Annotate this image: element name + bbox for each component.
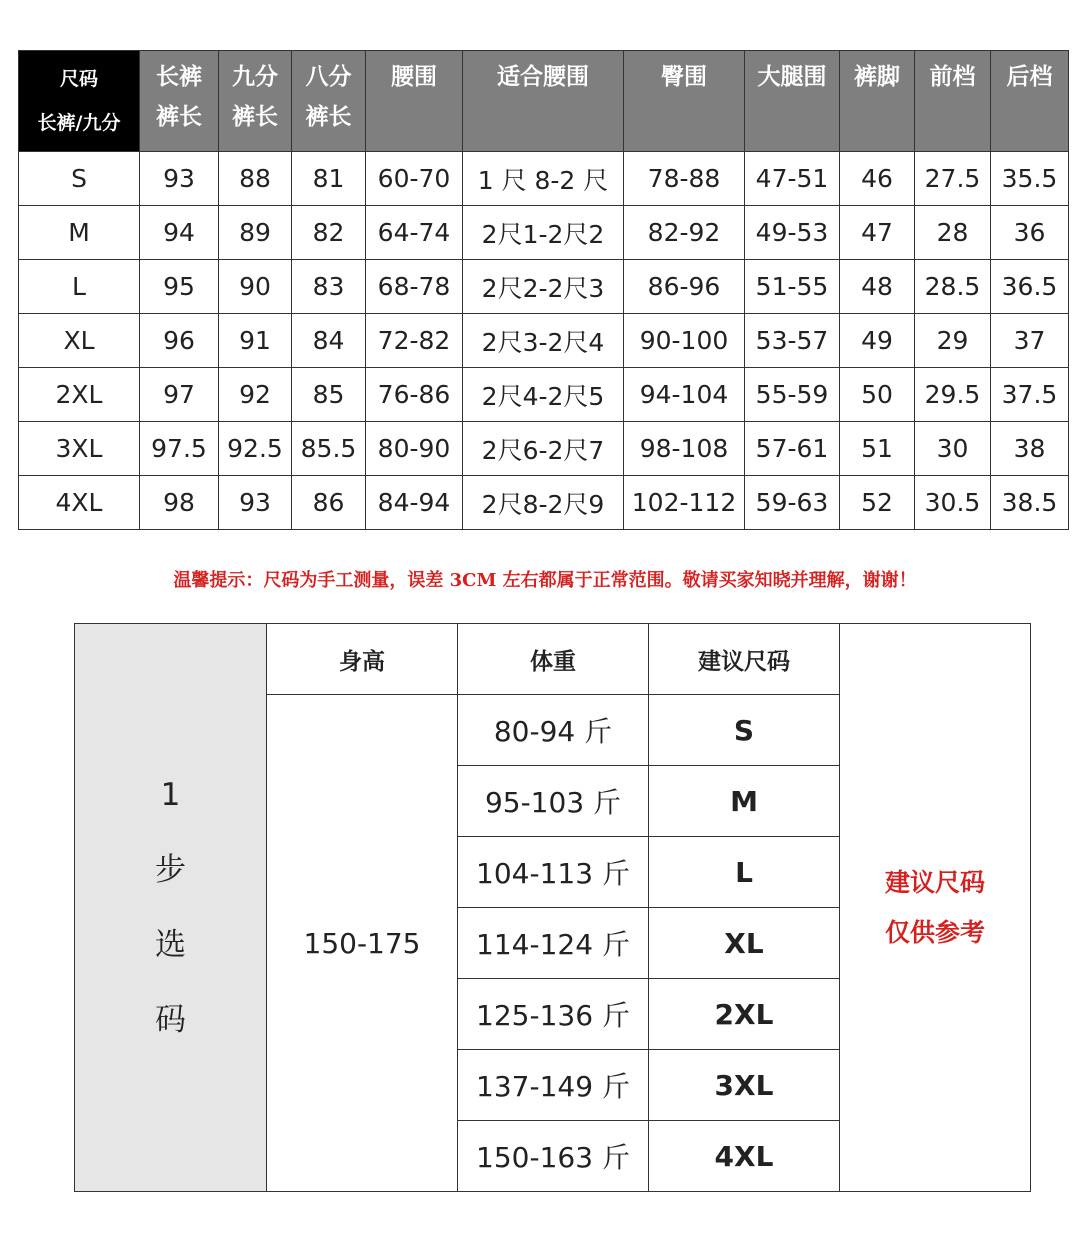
size-value-cell: 64-74 <box>366 206 463 260</box>
size-value-cell: 98-108 <box>624 422 745 476</box>
size-value-cell: 83 <box>292 260 366 314</box>
step-label: 1 步 选 码 <box>75 624 267 1192</box>
size-value-cell: 60-70 <box>366 152 463 206</box>
size-value-cell: 52 <box>840 476 915 530</box>
weight-range-cell: 125-136 斤 <box>458 979 649 1050</box>
size-row <box>19 260 1069 314</box>
size-label-cell: M <box>19 206 140 260</box>
suggested-size-cell: S <box>649 695 840 766</box>
size-value-cell: 2尺6-2尺7 <box>463 422 624 476</box>
size-value-cell: 97.5 <box>140 422 219 476</box>
size-chart-table <box>18 50 1069 530</box>
size-value-cell: 91 <box>219 314 292 368</box>
weight-range-cell: 150-163 斤 <box>458 1121 649 1192</box>
size-value-cell: 78-88 <box>624 152 745 206</box>
size-label-cell: L <box>19 260 140 314</box>
size-value-cell: 94-104 <box>624 368 745 422</box>
height-range-cell: 150-175 <box>267 695 458 1192</box>
size-value-cell: 81 <box>292 152 366 206</box>
size-value-cell: 84 <box>292 314 366 368</box>
size-value-cell: 94 <box>140 206 219 260</box>
size-row <box>19 152 1069 206</box>
size-value-cell: 51 <box>840 422 915 476</box>
size-value-cell: 95 <box>140 260 219 314</box>
header-waist: 腰围 <box>366 51 463 152</box>
size-value-cell: 92.5 <box>219 422 292 476</box>
size-value-cell: 72-82 <box>366 314 463 368</box>
size-value-cell: 2尺2-2尺3 <box>463 260 624 314</box>
size-value-cell: 88 <box>219 152 292 206</box>
size-value-cell: 29 <box>915 314 991 368</box>
size-value-cell: 86 <box>292 476 366 530</box>
size-value-cell: 38 <box>991 422 1069 476</box>
size-value-cell: 36.5 <box>991 260 1069 314</box>
size-value-cell: 2尺8-2尺9 <box>463 476 624 530</box>
size-value-cell: 53-57 <box>745 314 840 368</box>
header-front-rise: 前档 <box>915 51 991 152</box>
header-back-rise: 后档 <box>991 51 1069 152</box>
size-value-cell: 48 <box>840 260 915 314</box>
size-label-cell: 4XL <box>19 476 140 530</box>
size-value-cell: 38.5 <box>991 476 1069 530</box>
size-value-cell: 57-61 <box>745 422 840 476</box>
measurement-notice: 温馨提示：尺码为手工测量，误差 3CM 左右都属于正常范围。敬请买家知晓并理解，谢谢！ <box>173 570 917 591</box>
recommendation-header-row <box>75 624 1031 695</box>
size-row <box>19 368 1069 422</box>
size-value-cell: 51-55 <box>745 260 840 314</box>
size-value-cell: 30 <box>915 422 991 476</box>
size-value-cell: 93 <box>140 152 219 206</box>
size-value-cell: 28 <box>915 206 991 260</box>
size-value-cell: 37 <box>991 314 1069 368</box>
header-leg-opening: 裤脚 <box>840 51 915 152</box>
size-value-cell: 68-78 <box>366 260 463 314</box>
size-value-cell: 85 <box>292 368 366 422</box>
header-eight-tenths-length: 八分 裤长 <box>292 51 366 152</box>
size-value-cell: 1 尺 8-2 尺 <box>463 152 624 206</box>
size-label-cell: S <box>19 152 140 206</box>
header-nine-tenths-length: 九分 裤长 <box>219 51 292 152</box>
size-label-cell: 3XL <box>19 422 140 476</box>
size-value-cell: 82-92 <box>624 206 745 260</box>
size-label-cell: XL <box>19 314 140 368</box>
size-value-cell: 84-94 <box>366 476 463 530</box>
size-value-cell: 96 <box>140 314 219 368</box>
size-value-cell: 47-51 <box>745 152 840 206</box>
suggested-size-cell: XL <box>649 908 840 979</box>
size-value-cell: 59-63 <box>745 476 840 530</box>
advice-note: 建议尺码 仅供参考 <box>840 624 1031 1192</box>
size-value-cell: 49 <box>840 314 915 368</box>
size-value-cell: 2尺1-2尺2 <box>463 206 624 260</box>
size-value-cell: 80-90 <box>366 422 463 476</box>
size-value-cell: 85.5 <box>292 422 366 476</box>
size-recommendation-table <box>74 623 1031 1192</box>
size-value-cell: 46 <box>840 152 915 206</box>
size-value-cell: 55-59 <box>745 368 840 422</box>
size-value-cell: 89 <box>219 206 292 260</box>
size-label-cell: 2XL <box>19 368 140 422</box>
size-value-cell: 50 <box>840 368 915 422</box>
header-weight: 体重 <box>458 624 649 695</box>
size-value-cell: 76-86 <box>366 368 463 422</box>
size-value-cell: 92 <box>219 368 292 422</box>
header-hip: 臀围 <box>624 51 745 152</box>
size-value-cell: 93 <box>219 476 292 530</box>
size-value-cell: 98 <box>140 476 219 530</box>
weight-range-cell: 95-103 斤 <box>458 766 649 837</box>
size-value-cell: 82 <box>292 206 366 260</box>
size-value-cell: 37.5 <box>991 368 1069 422</box>
weight-range-cell: 104-113 斤 <box>458 837 649 908</box>
header-fit-waist: 适合腰围 <box>463 51 624 152</box>
size-value-cell: 29.5 <box>915 368 991 422</box>
suggested-size-cell: 2XL <box>649 979 840 1050</box>
size-value-cell: 2尺4-2尺5 <box>463 368 624 422</box>
size-value-cell: 86-96 <box>624 260 745 314</box>
weight-range-cell: 80-94 斤 <box>458 695 649 766</box>
size-chart-header-row <box>19 51 1069 152</box>
size-value-cell: 49-53 <box>745 206 840 260</box>
size-row <box>19 206 1069 260</box>
weight-range-cell: 137-149 斤 <box>458 1050 649 1121</box>
header-size: 尺码 长裤/九分 <box>19 51 140 152</box>
size-value-cell: 2尺3-2尺4 <box>463 314 624 368</box>
suggested-size-cell: L <box>649 837 840 908</box>
header-suggested-size: 建议尺码 <box>649 624 840 695</box>
size-value-cell: 27.5 <box>915 152 991 206</box>
header-long-length: 长裤 裤长 <box>140 51 219 152</box>
suggested-size-cell: 3XL <box>649 1050 840 1121</box>
size-value-cell: 35.5 <box>991 152 1069 206</box>
header-height: 身高 <box>267 624 458 695</box>
weight-range-cell: 114-124 斤 <box>458 908 649 979</box>
size-value-cell: 90-100 <box>624 314 745 368</box>
size-row <box>19 422 1069 476</box>
size-row <box>19 476 1069 530</box>
suggested-size-cell: M <box>649 766 840 837</box>
size-value-cell: 28.5 <box>915 260 991 314</box>
size-value-cell: 97 <box>140 368 219 422</box>
size-row <box>19 314 1069 368</box>
size-value-cell: 90 <box>219 260 292 314</box>
size-value-cell: 30.5 <box>915 476 991 530</box>
suggested-size-cell: 4XL <box>649 1121 840 1192</box>
header-thigh: 大腿围 <box>745 51 840 152</box>
size-value-cell: 47 <box>840 206 915 260</box>
size-value-cell: 102-112 <box>624 476 745 530</box>
size-value-cell: 36 <box>991 206 1069 260</box>
